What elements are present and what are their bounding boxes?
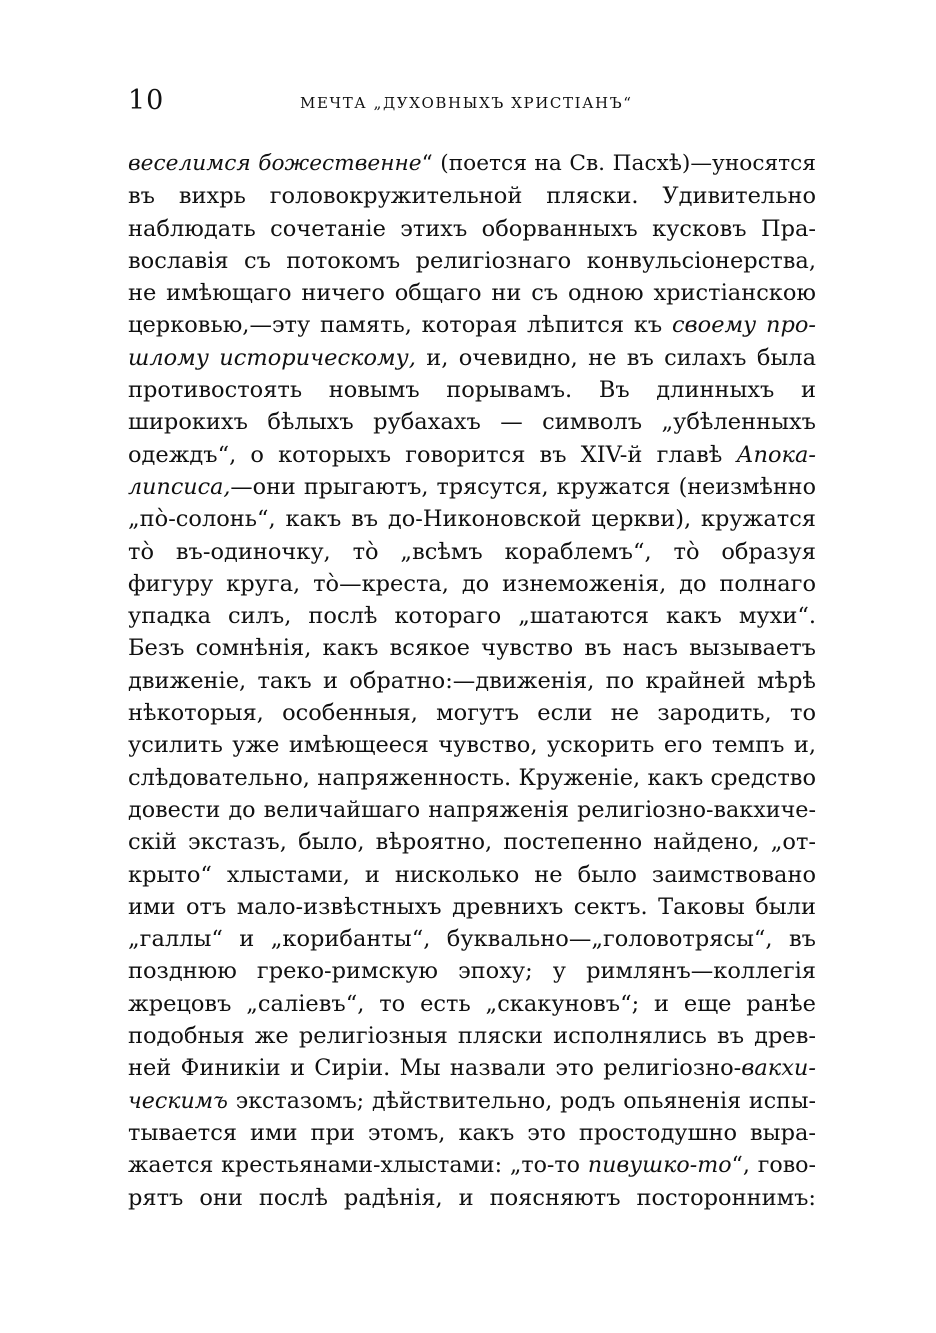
text-line [128,180,816,212]
text-line [128,988,816,1020]
text-line [128,374,816,406]
text-run: жается крестьянами-хлыстами: „то-то [128,1152,588,1179]
text-line [128,1085,816,1117]
text-run: церковью,—эту память, которая лѣпится къ [128,312,672,339]
text-run: движеніе, такъ и обратно:—движенія, по крайней мѣрѣ [128,667,816,694]
text-line [128,1020,816,1052]
text-line [128,1182,816,1214]
italic-run: шлому историческому, [128,344,416,371]
text-run: фигуру круга, то̀—креста, до изнеможенія, до полнаго [128,570,816,597]
text-run: “, гово- [731,1152,816,1179]
text-run: слѣдовательно, напряженность. Круженіе, какъ средство [128,764,816,791]
text-line [128,826,816,858]
text-line [128,245,816,277]
text-run: широкихъ бѣлыхъ рубахахъ — символъ „убѣленныхъ [128,409,816,436]
text-run: подобныя же религіозныя пляски исполнялись въ древ- [128,1023,816,1050]
text-run: ней Финикіи и Сиріи. Мы назвали это религіозно- [128,1055,742,1082]
text-run: наблюдать сочетаніе этихъ оборванныхъ кусковъ Пра- [128,215,816,242]
text-run: Безъ сомнѣнія, какъ всякое чувство въ насъ вызываетъ [128,635,816,662]
text-line [128,1149,816,1181]
text-run: одеждъ“, о которыхъ говорится въ XIV-й главѣ [128,441,737,468]
text-line [128,794,816,826]
text-line [128,762,816,794]
italic-run: липсиса, [128,473,231,500]
text-run: и, очевидно, не въ силахъ была [415,344,816,371]
text-line [128,600,816,632]
text-line [128,665,816,697]
text-line [128,309,816,341]
text-line [128,923,816,955]
running-title: МЕЧТА „ДУХОВНЫХЪ ХРИСТІАНЪ“ [300,94,633,112]
text-line [128,1052,816,1084]
text-line [128,471,816,503]
text-line [128,632,816,664]
body-text [128,148,816,1214]
text-line [128,148,816,180]
page-number: 10 [128,85,165,116]
text-line [128,891,816,923]
text-run: экстазомъ; дѣйствительно, родъ опьяненія испы- [227,1087,816,1114]
text-line [128,213,816,245]
text-line [128,955,816,987]
text-line [128,277,816,309]
text-run: упадка силъ, послѣ котораго „шатаются какъ мухи“. [128,603,816,630]
italic-run: веселимся божественне [128,151,422,176]
text-run: тывается ими при этомъ, какъ это простодушно выра- [128,1119,816,1146]
italic-run: пивушко-то [587,1152,732,1179]
text-line [128,729,816,761]
text-run: довести до величайшаго напряженія религіозно-вакхиче- [128,796,816,823]
text-run: рятъ они послѣ радѣнія, и поясняютъ постороннимъ: [128,1184,816,1211]
text-run: нѣкоторыя, особенныя, могутъ если не зародить, то [128,700,816,727]
text-line [128,406,816,438]
italic-run: ческимъ [128,1087,228,1114]
italic-run: вакхи- [741,1055,816,1082]
text-run: „по̀-солонь“, какъ въ до-Никоновской церкви), кружатся [128,506,816,533]
text-run: —они прыгаютъ, трясутся, кружатся (неизмѣнно [230,473,816,500]
text-run: скій экстазъ, было, вѣроятно, постепенно найдено, „от- [128,829,816,856]
text-run: усилить уже имѣющееся чувство, ускорить его темпъ и, [128,732,816,759]
text-run: крыто“ хлыстами, и нисколько не было заимствовано [128,861,816,888]
text-line [128,503,816,535]
text-run: „галлы“ и „корибанты“, буквально—„головотрясы“, въ [128,926,816,953]
text-line [128,697,816,729]
text-line [128,1117,816,1149]
text-line [128,859,816,891]
italic-run: Апока- [736,441,816,468]
text-run: жрецовъ „саліевъ“, то есть „скакуновъ“; и еще ранѣе [128,990,816,1017]
text-run: позднюю греко-римскую эпоху; у римлянъ—коллегія [128,958,816,985]
text-run: противостоять новымъ порывамъ. Въ длинныхъ и [128,377,816,404]
text-line [128,536,816,568]
text-line [128,568,816,600]
italic-run: своему про- [671,312,816,339]
text-run: не имѣющаго ничего общаго ни съ одною христіанскою [128,280,816,307]
text-run: то̀ въ-одиночку, то̀ „всѣмъ кораблемъ“, то̀ образуя [128,538,816,565]
text-run: вославія съ потокомъ религіознаго конвульсіонерства, [128,247,816,274]
text-run: въ вихрь головокружительной пляски. Удивительно [128,183,816,210]
text-line [128,342,816,374]
text-run: ими отъ мало-извѣстныхъ древнихъ сектъ. Таковы были [128,893,816,920]
text-run: “ (поется на Св. Пасхѣ)—уносятся [421,151,816,176]
text-line [128,439,816,471]
